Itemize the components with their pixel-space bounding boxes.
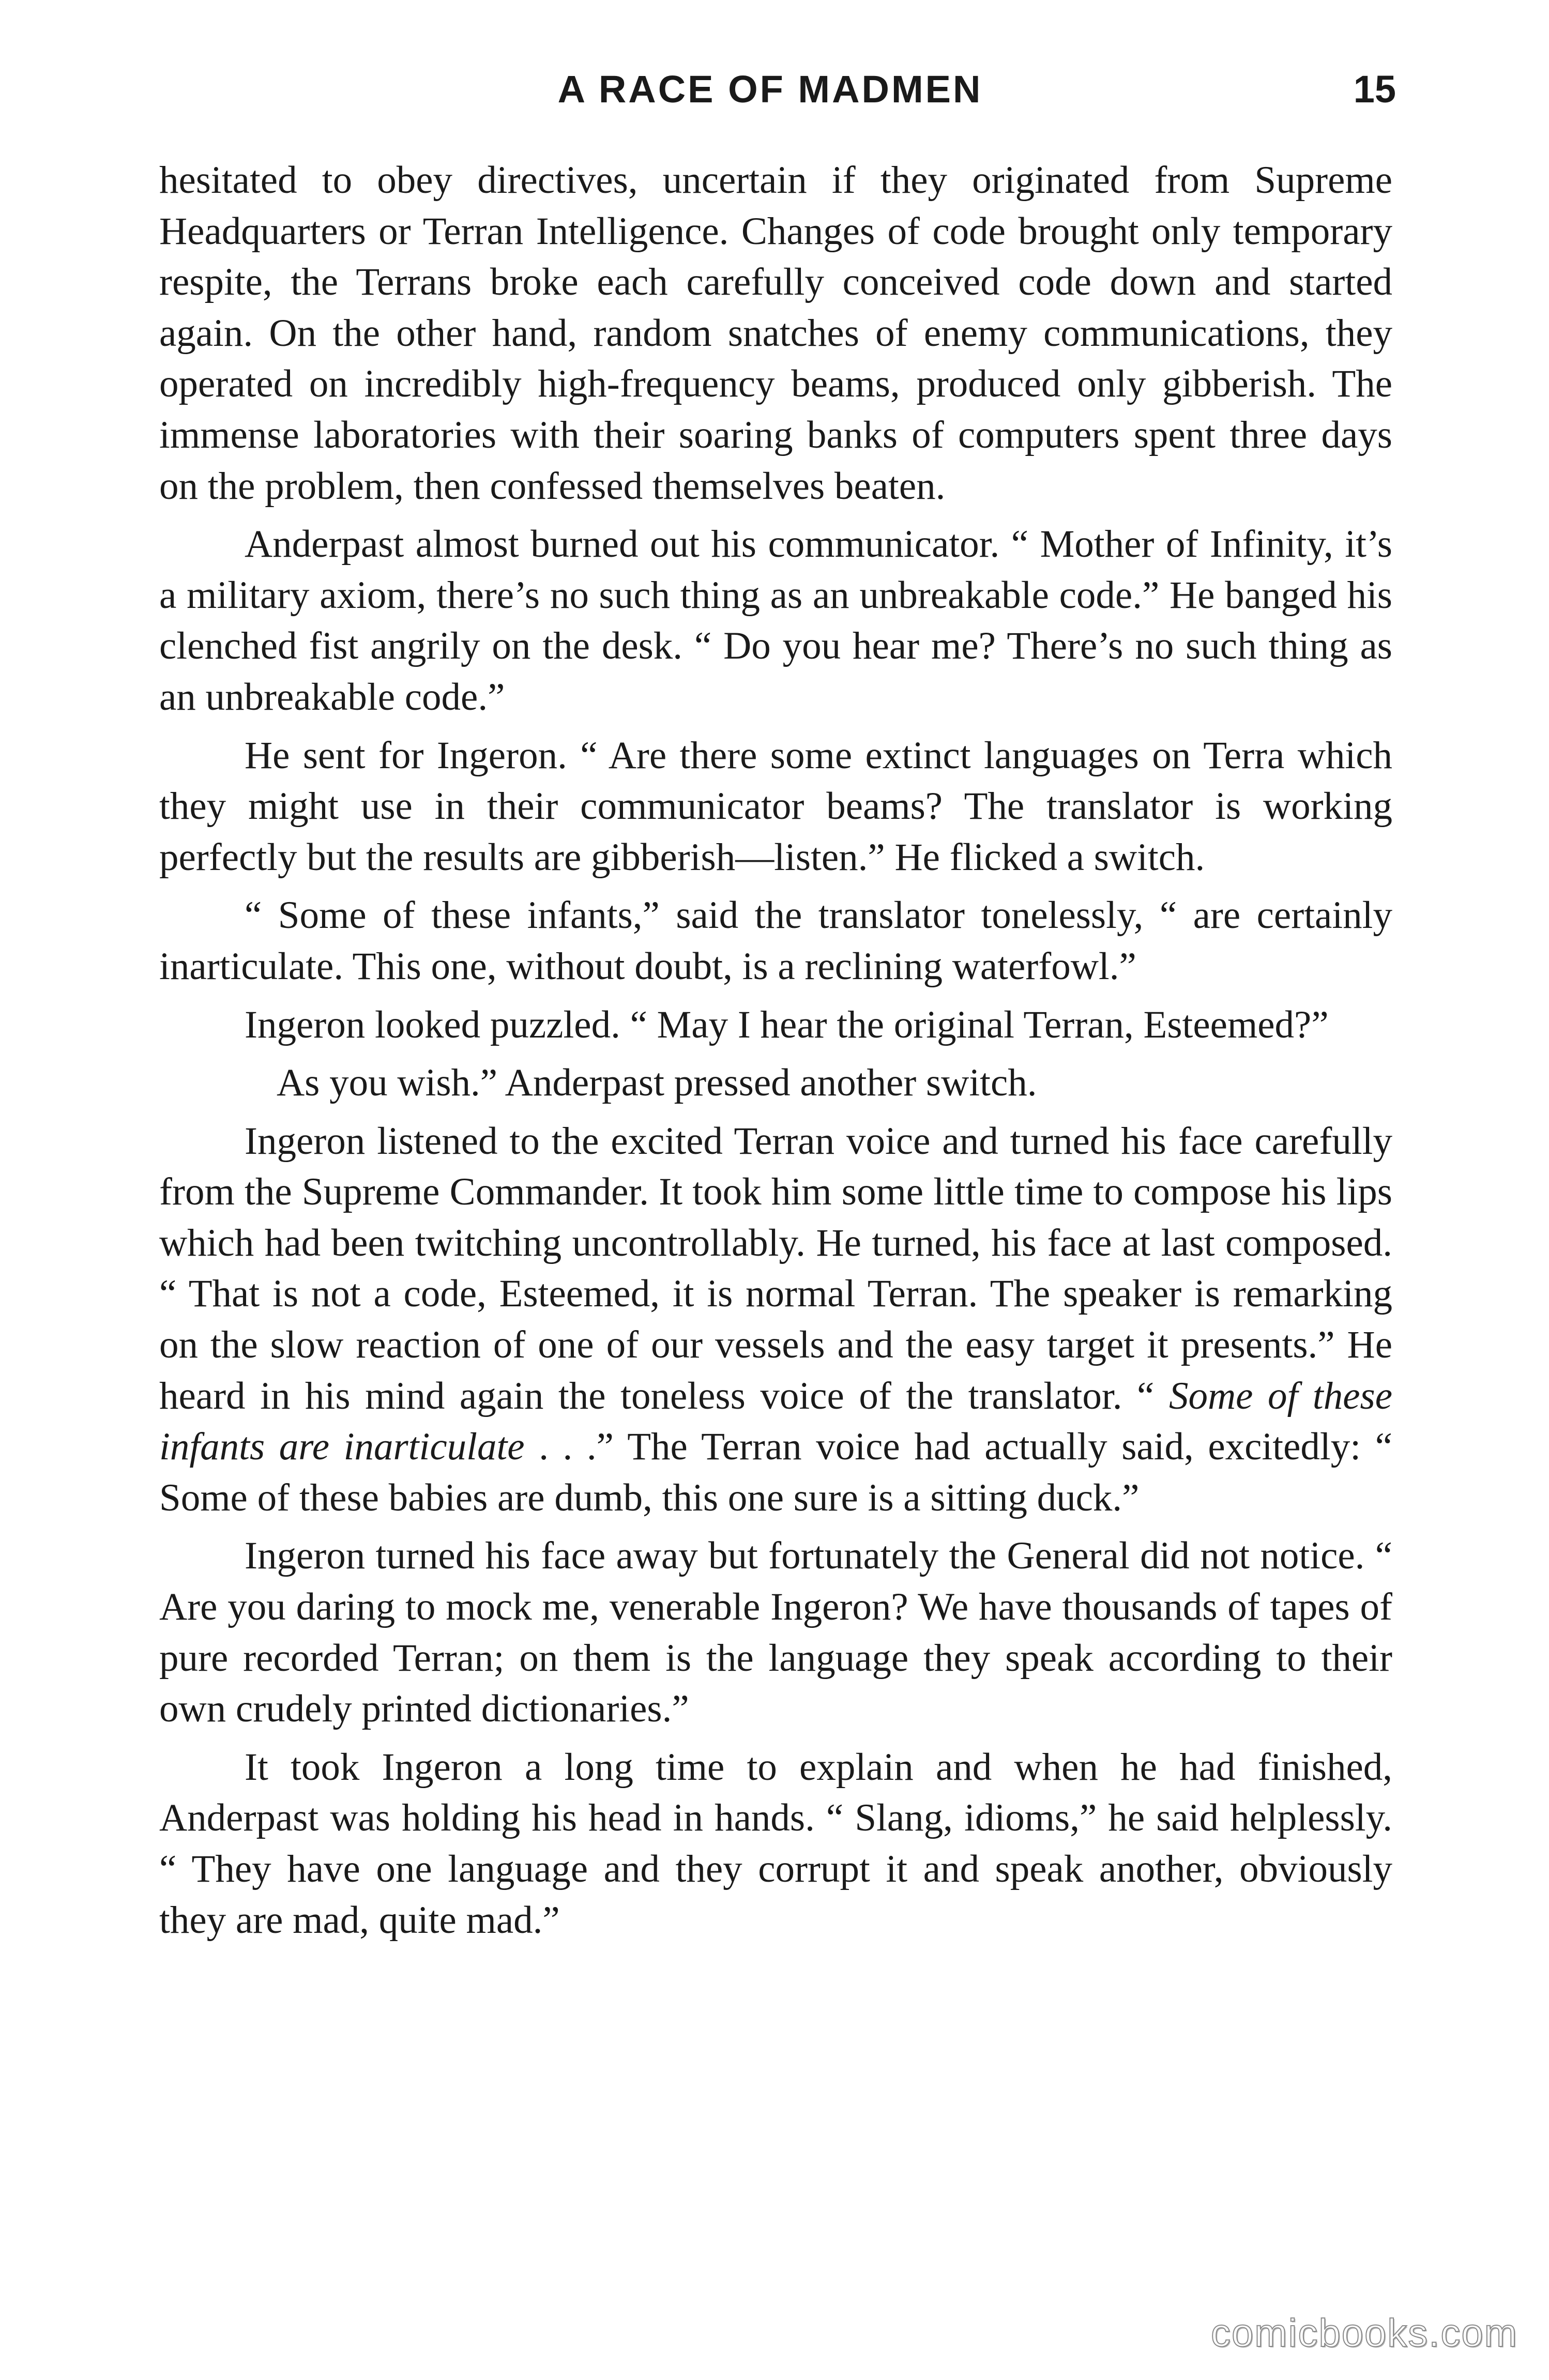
paragraph-1: hesitated to obey directives, uncertain if they originated from Supreme Headquarters or Terran Intelligence. Changes of code brought only temporary respite, the Terrans broke each carefully conceived code down and started again. On the other hand, random snatches of enemy communications, they operated on incredibly high-frequency beams, produced only gibberish. The immense laboratories with their soaring banks of computers spent three days on the problem, then confessed themselves beaten. [159, 159, 1392, 508]
paragraph-8: Ingeron turned his face away but fortunately the General did not notice. “ Are you daring to mock me, venerable Ingeron? We have thousands of tapes of pure recorded Terran; on them is the language they speak according to their own crudely printed dictionaries.” [159, 1534, 1392, 1731]
running-head [0, 61, 1549, 118]
paragraph-4: “ Some of these infants,” said the translator tonelessly, “ are certainly inarticulate. This one, without doubt, is a reclining waterfowl.” [159, 894, 1392, 988]
paragraph-2: Anderpast almost burned out his communicator. “ Mother of Infinity, it’s a military axiom, there’s no such thing as an unbreakable code.” He banged his clenched fist angrily on the desk. “ Do you hear me? There’s no such thing as an unbreakable code.” [159, 523, 1392, 719]
watermark: comicbooks.com [1211, 2311, 1518, 2355]
body-text [159, 155, 1392, 1946]
paragraph-5: Ingeron looked puzzled. “ May I hear the original Terran, Esteemed?” [245, 1003, 1329, 1046]
paragraph-6: As you wish.” Anderpast pressed another switch. [277, 1061, 1037, 1105]
paragraph-7: Ingeron listened to the excited Terran voice and turned his face carefully from the Supreme Commander. It took him some little time to compose his lips which had been twitching uncontrollably. He turned, his face at last composed. “ That is not a code, Esteemed, it is normal Terran. The speaker is remarking on the slow reaction of one of our vessels and the easy target it presents.” He heard in his mind again the toneless voice of the translator. “ Some of these infants are inarticulate . . .” The Terran voice had actually said, excitedly: “ Some of these babies are dumb, this one sure is a sitting duck.” [159, 1119, 1393, 1519]
page-number: 15 [1353, 68, 1396, 111]
paragraph-3: He sent for Ingeron. “ Are there some extinct languages on Terra which they might use in their communicator beams? The translator is working perfectly but the results are gibberish—listen.” He flicked a switch. [159, 734, 1392, 879]
paragraph-9: It took Ingeron a long time to explain and when he had finished, Anderpast was holding his head in hands. “ Slang, idioms,” he said helplessly. “ They have one language and they corrupt it and speak another, obviously they are mad, quite mad.” [159, 1745, 1392, 1942]
running-title: A RACE OF MADMEN [557, 68, 983, 111]
italic-quote: Some of these infants are inarticulate [159, 1374, 1392, 1469]
